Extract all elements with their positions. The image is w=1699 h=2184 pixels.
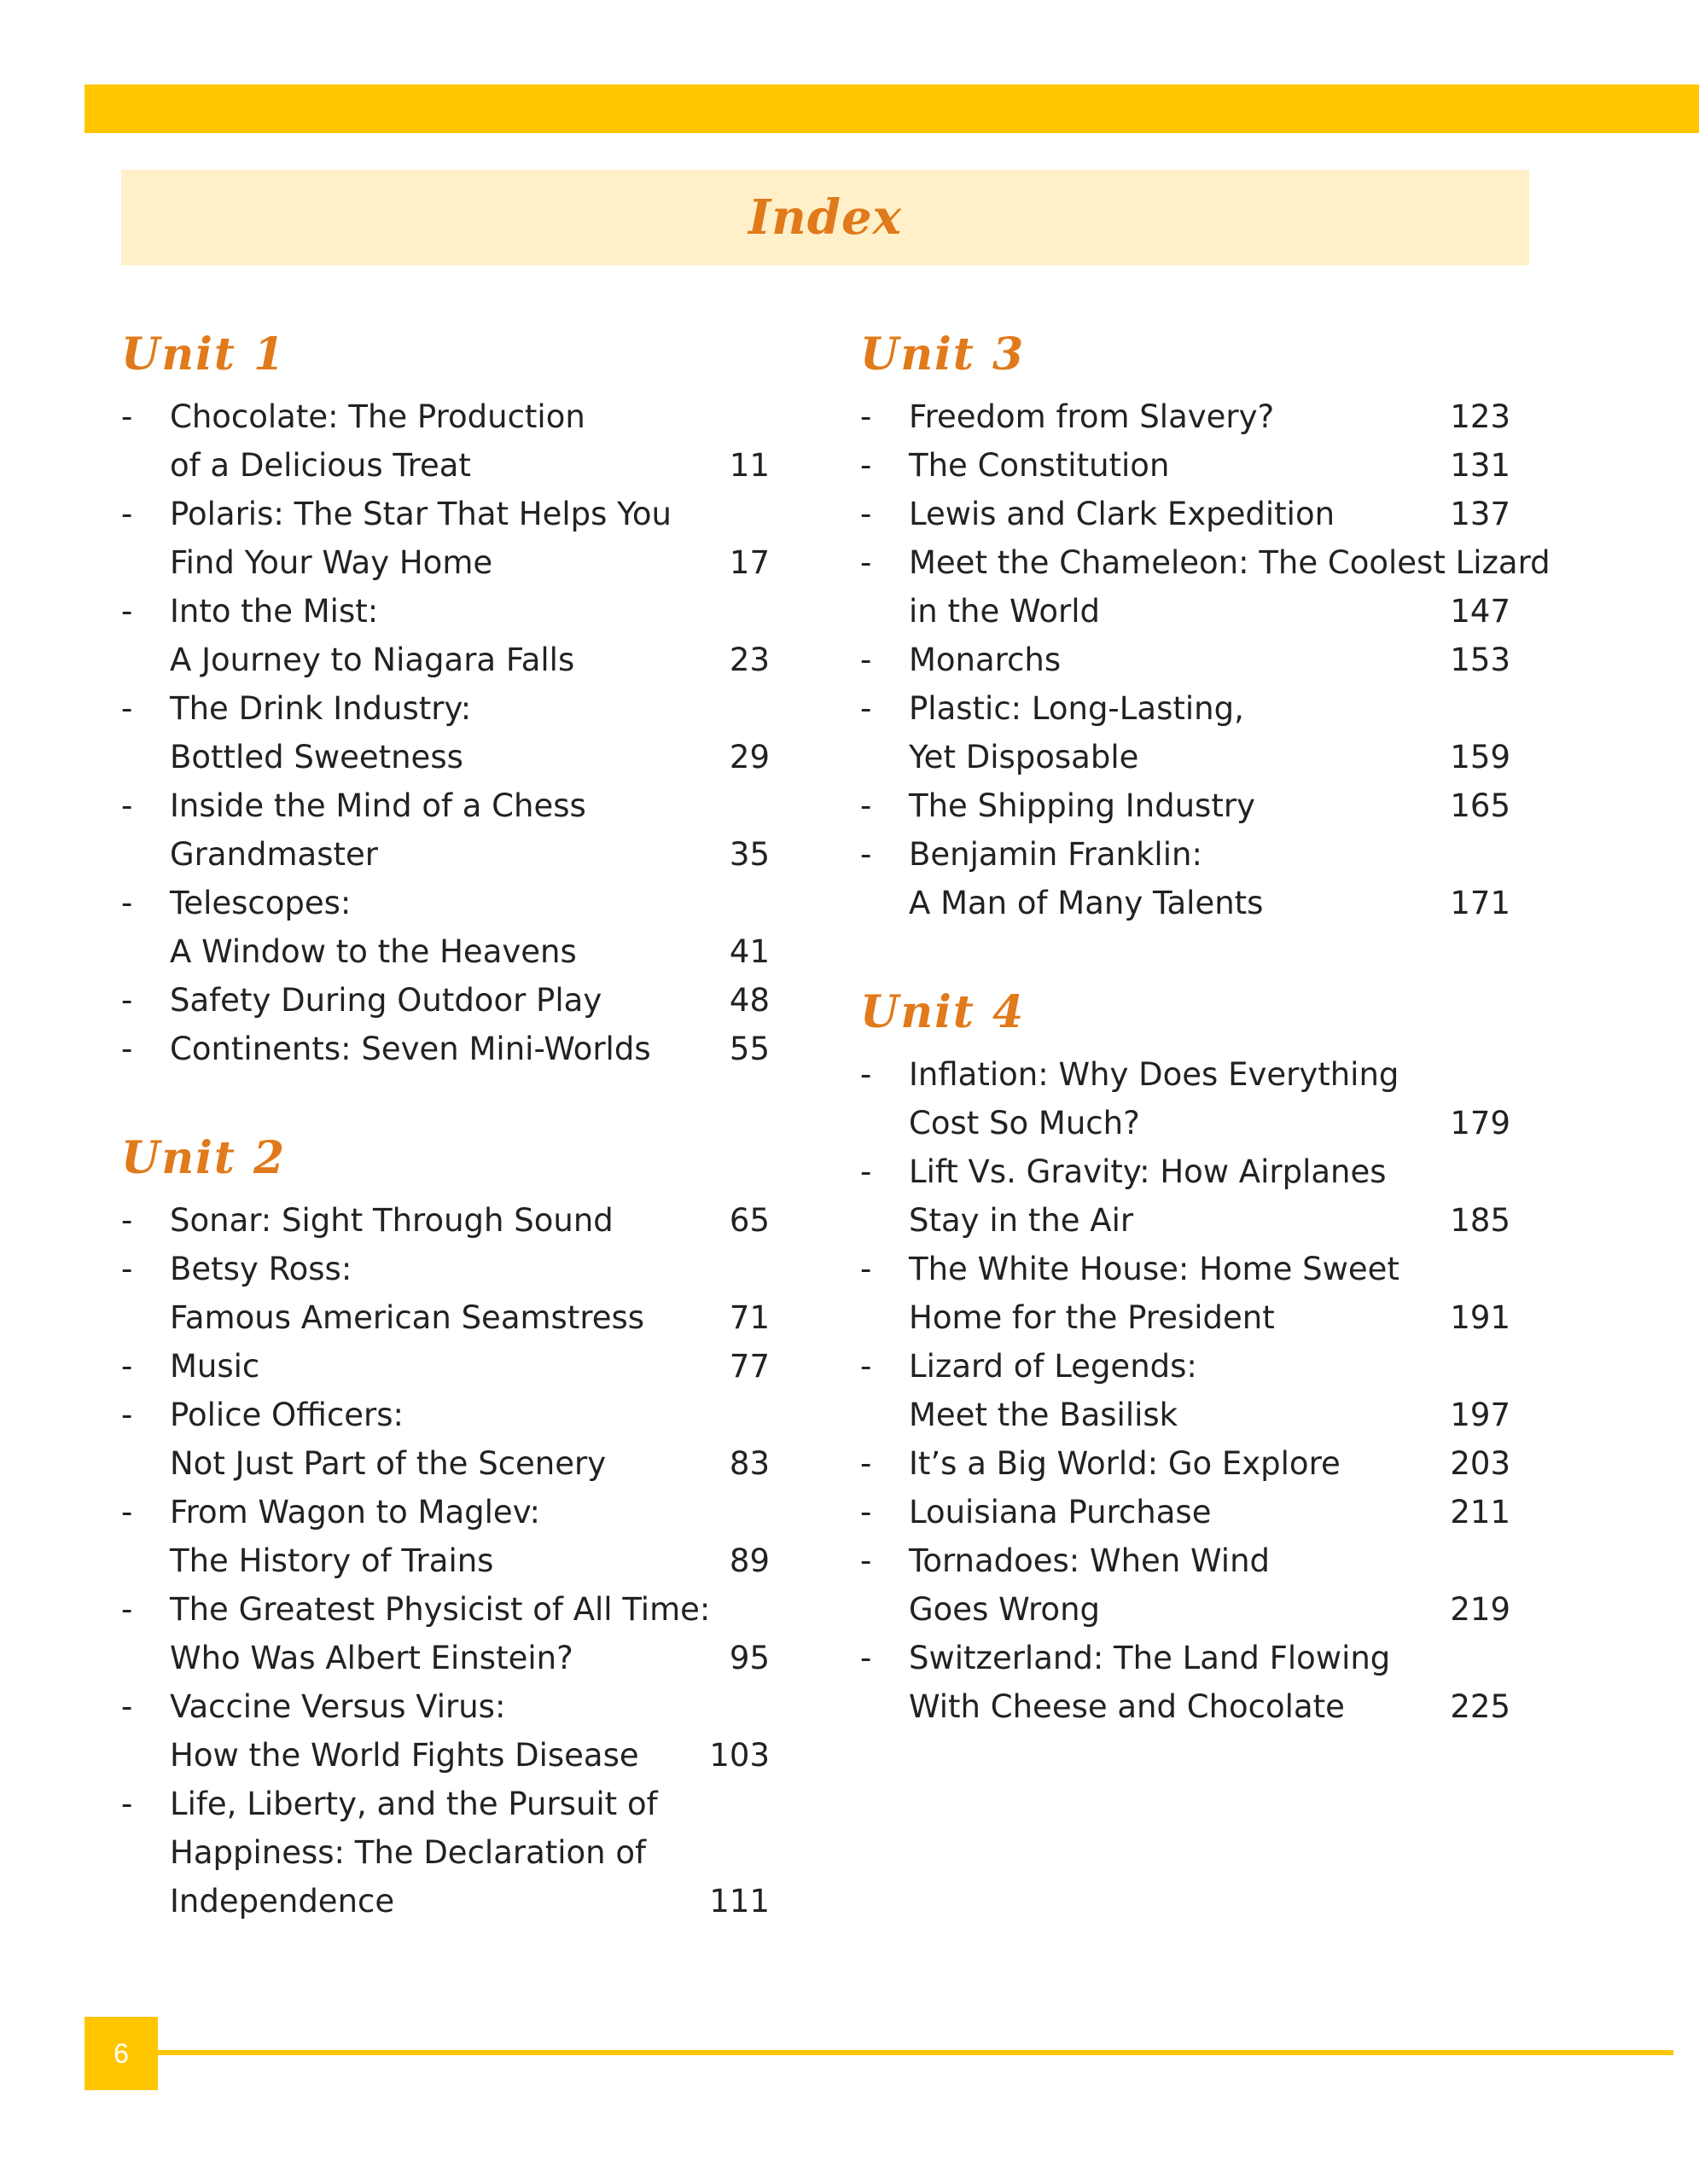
entry-title-line: Who Was Albert Einstein? (170, 1640, 573, 1676)
entry-title-line: Bottled Sweetness (170, 739, 463, 775)
entry-page-number: 89 (729, 1542, 770, 1579)
index-entry (860, 1050, 1526, 1147)
index-entry (860, 636, 1526, 684)
index-entry (860, 830, 1526, 927)
bullet-dash: - (860, 496, 872, 532)
entry-title-line: Stay in the Air (909, 1202, 1134, 1239)
entry-title-line: Louisiana Purchase (909, 1494, 1212, 1531)
bullet-dash: - (860, 1445, 872, 1482)
unit-heading: Unit 1 (121, 328, 287, 380)
bullet-dash: - (860, 690, 872, 727)
entry-title-line: Freedom from Slavery? (909, 398, 1275, 435)
entry-page-number: 77 (729, 1348, 770, 1385)
entry-page-number: 159 (1450, 739, 1510, 775)
index-entry (121, 392, 777, 490)
index-entry (121, 879, 777, 976)
entry-page-number: 147 (1450, 593, 1510, 630)
bullet-dash: - (121, 1688, 133, 1725)
entry-page-number: 95 (729, 1640, 770, 1676)
entry-title-line: Famous American Seamstress (170, 1299, 645, 1336)
index-entry (121, 781, 777, 879)
entry-title-line: With Cheese and Chocolate (909, 1688, 1345, 1725)
index-entry (860, 392, 1526, 441)
entry-page-number: 35 (729, 836, 770, 873)
footer-rule (158, 2050, 1673, 2055)
entry-title-line: Meet the Chameleon: The Coolest Lizard (909, 544, 1551, 581)
entry-title-line: Benjamin Franklin: (909, 836, 1202, 873)
bullet-dash: - (860, 1640, 872, 1676)
entry-title-line: Meet the Basilisk (909, 1397, 1178, 1433)
bullet-dash: - (121, 982, 133, 1019)
index-entry (121, 684, 777, 781)
bullet-dash: - (121, 1397, 133, 1433)
bullet-dash: - (860, 1348, 872, 1385)
entry-title-line: It’s a Big World: Go Explore (909, 1445, 1341, 1482)
entry-page-number: 71 (729, 1299, 770, 1336)
entry-title-line: Lewis and Clark Expedition (909, 496, 1335, 532)
entry-page-number: 219 (1450, 1591, 1510, 1628)
entry-page-number: 225 (1450, 1688, 1510, 1725)
index-entry (121, 1025, 777, 1073)
entry-title-line: Sonar: Sight Through Sound (170, 1202, 614, 1239)
entry-title-line: The Shipping Industry (909, 787, 1255, 824)
entry-title-line: Life, Liberty, and the Pursuit of (170, 1786, 658, 1822)
entry-page-number: 103 (709, 1737, 770, 1774)
entry-title-line: From Wagon to Maglev: (170, 1494, 541, 1531)
unit-heading: Unit 3 (860, 328, 1026, 380)
entry-title-line: The Greatest Physicist of All Time: (170, 1591, 711, 1628)
entry-title-line: Police Officers: (170, 1397, 404, 1433)
page-number-box (84, 2017, 158, 2090)
index-entry (860, 1342, 1526, 1439)
entry-title-line: Polaris: The Star That Helps You (170, 496, 672, 532)
index-entry (860, 441, 1526, 490)
bullet-dash: - (860, 787, 872, 824)
bullet-dash: - (121, 1494, 133, 1531)
entry-title-line: Tornadoes: When Wind (909, 1542, 1271, 1579)
bullet-dash: - (860, 1153, 872, 1190)
entry-title-line: Vaccine Versus Virus: (170, 1688, 506, 1725)
entry-title-line: A Journey to Niagara Falls (170, 642, 575, 678)
index-entry (860, 538, 1551, 636)
entry-title-line: Betsy Ross: (170, 1251, 352, 1287)
bullet-dash: - (121, 593, 133, 630)
entry-title-line: in the World (909, 593, 1101, 630)
index-entry (860, 684, 1526, 781)
entry-page-number: 197 (1450, 1397, 1510, 1433)
index-entry (860, 490, 1526, 538)
bullet-dash: - (121, 885, 133, 921)
entry-page-number: 131 (1450, 447, 1510, 484)
unit-heading: Unit 2 (121, 1132, 287, 1184)
entry-page-number: 171 (1450, 885, 1510, 921)
entry-title-line: Home for the President (909, 1299, 1275, 1336)
bullet-dash: - (121, 1786, 133, 1822)
entry-page-number: 11 (729, 447, 770, 484)
bullet-dash: - (121, 787, 133, 824)
index-entry (121, 490, 777, 587)
index-entry (121, 1342, 777, 1391)
bullet-dash: - (860, 836, 872, 873)
index-entry (121, 1196, 777, 1245)
entry-title-line: The Constitution (909, 447, 1170, 484)
bullet-dash: - (121, 1251, 133, 1287)
bullet-dash: - (121, 398, 133, 435)
bullet-dash: - (860, 447, 872, 484)
page-number: 6 (113, 2037, 129, 2069)
entry-title-line: Yet Disposable (909, 739, 1139, 775)
index-entry (121, 976, 777, 1025)
bullet-dash: - (121, 1348, 133, 1385)
entry-title-line: A Window to the Heavens (170, 933, 577, 970)
index-entry (860, 1488, 1526, 1536)
entry-title-line: Lift Vs. Gravity: How Airplanes (909, 1153, 1387, 1190)
index-entry (121, 1682, 777, 1780)
entry-title-line: Monarchs (909, 642, 1062, 678)
entry-title-line: Safety During Outdoor Play (170, 982, 602, 1019)
entry-page-number: 83 (729, 1445, 770, 1482)
bullet-dash: - (860, 1494, 872, 1531)
entry-title-line: Chocolate: The Production (170, 398, 585, 435)
index-entry (860, 1245, 1526, 1342)
index-entry (121, 1488, 777, 1585)
index-column-right (860, 322, 1551, 1731)
index-entry (121, 1245, 777, 1342)
entry-title-line: Plastic: Long-Lasting, (909, 690, 1244, 727)
entry-title-line: Music (170, 1348, 260, 1385)
index-entry (121, 1585, 777, 1682)
entry-title-line: Not Just Part of the Scenery (170, 1445, 607, 1482)
unit-heading: Unit 4 (860, 986, 1026, 1038)
index-entry (860, 1634, 1526, 1731)
entry-page-number: 179 (1450, 1105, 1510, 1141)
entry-title-line: Switzerland: The Land Flowing (909, 1640, 1391, 1676)
bullet-dash: - (121, 690, 133, 727)
bullet-dash: - (860, 1056, 872, 1093)
entry-page-number: 29 (729, 739, 770, 775)
bullet-dash: - (121, 1202, 133, 1239)
entry-page-number: 153 (1450, 642, 1510, 678)
bullet-dash: - (860, 1542, 872, 1579)
entry-title-line: Goes Wrong (909, 1591, 1101, 1628)
entry-page-number: 185 (1450, 1202, 1510, 1239)
bullet-dash: - (860, 1251, 872, 1287)
entry-title-line: Cost So Much? (909, 1105, 1140, 1141)
entry-title-line: A Man of Many Talents (909, 885, 1264, 921)
entry-title-line: Into the Mist: (170, 593, 379, 630)
entry-title-line: Independence (170, 1883, 395, 1920)
bullet-dash: - (121, 1591, 133, 1628)
entry-title-line: Lizard of Legends: (909, 1348, 1197, 1385)
entry-title-line: Grandmaster (170, 836, 378, 873)
entry-title-line: Continents: Seven Mini-Worlds (170, 1031, 651, 1067)
entry-title-line: Telescopes: (170, 885, 352, 921)
index-entry (121, 1780, 777, 1926)
entry-page-number: 191 (1450, 1299, 1510, 1336)
entry-title-line: Happiness: The Declaration of (170, 1834, 647, 1871)
entry-page-number: 55 (729, 1031, 770, 1067)
index-entry (860, 1147, 1526, 1245)
entry-title-line: The White House: Home Sweet (909, 1251, 1399, 1287)
entry-page-number: 23 (729, 642, 770, 678)
bullet-dash: - (860, 544, 872, 581)
index-column-left (121, 322, 777, 1926)
entry-title-line: The History of Trains (170, 1542, 494, 1579)
header-accent-bar (84, 84, 1699, 133)
entry-title-line: The Drink Industry: (170, 690, 472, 727)
entry-page-number: 123 (1450, 398, 1510, 435)
bullet-dash: - (121, 1031, 133, 1067)
entry-page-number: 65 (729, 1202, 770, 1239)
page-title: Index (748, 189, 903, 246)
entry-title-line: of a Delicious Treat (170, 447, 471, 484)
entry-page-number: 41 (729, 933, 770, 970)
bullet-dash: - (860, 398, 872, 435)
entry-page-number: 165 (1450, 787, 1510, 824)
entry-page-number: 48 (729, 982, 770, 1019)
index-entry (860, 1439, 1526, 1488)
entry-page-number: 17 (729, 544, 770, 581)
entry-title-line: Inside the Mind of a Chess (170, 787, 586, 824)
entry-page-number: 137 (1450, 496, 1510, 532)
title-banner (121, 170, 1529, 265)
index-entry (121, 1391, 777, 1488)
index-entry (121, 587, 777, 684)
entry-page-number: 211 (1450, 1494, 1510, 1531)
bullet-dash: - (860, 642, 872, 678)
index-entry (860, 781, 1526, 830)
index-entry (860, 1536, 1526, 1634)
entry-title-line: How the World Fights Disease (170, 1737, 639, 1774)
entry-title-line: Find Your Way Home (170, 544, 493, 581)
bullet-dash: - (121, 496, 133, 532)
entry-title-line: Inflation: Why Does Everything (909, 1056, 1399, 1093)
entry-page-number: 203 (1450, 1445, 1510, 1482)
entry-page-number: 111 (709, 1883, 770, 1920)
